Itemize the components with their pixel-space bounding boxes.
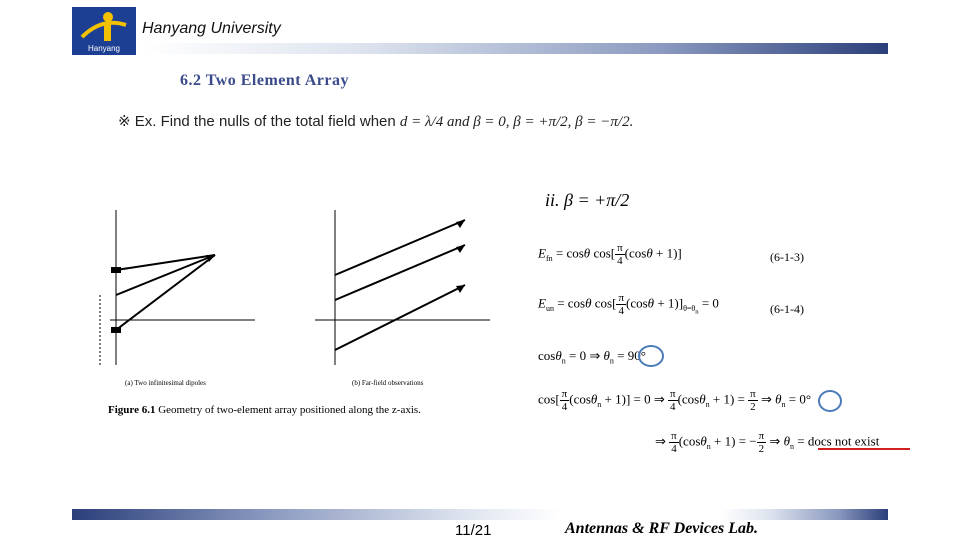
far-ray-2 [335, 245, 465, 300]
equation-alternative-branch: ⇒ $\frac{\pi}{4}$ (cosθ$_n$ + 1) = − $\frac{\pi}{2}$ ⇒ $\theta_n$ = docs not exist [655, 430, 880, 455]
ray-r2 [116, 255, 215, 330]
figure-caption-text: Geometry of two-element array positioned along the z-axis. [158, 404, 421, 416]
page-number: 11/21 [455, 522, 492, 539]
array-geometry-figure [80, 200, 500, 395]
university-logo [72, 7, 136, 55]
figure-caption [108, 404, 421, 416]
example-prefix: ※ Ex. Find the nulls of the total field when [118, 113, 396, 130]
figure-sub-a: (a) Two infinitesimal dipoles [125, 379, 206, 387]
case-heading: ii. β = +π/2 [545, 190, 630, 210]
university-name: Hanyang University [142, 20, 281, 37]
equation-field-total: $E_{fn} = \cos\theta$ cos[ $\frac{\pi}{4}$ (cosθ + 1)] [538, 242, 682, 267]
equation-number-2: (6-1-4) [770, 302, 804, 316]
footer-bar-left [72, 509, 560, 520]
lab-name: Antennas & RF Devices Lab. [565, 520, 759, 537]
figure-sub-b: (b) Far-field observations [352, 379, 424, 387]
result-theta-0: 0° [799, 391, 812, 407]
equation-null-condition: $E_{un} = \cos\theta$ cos[ $\frac{\pi}{4}$ $(\cos\theta + 1)]_{\theta=\theta_n} = 0$ [538, 292, 719, 317]
far-ray-1 [335, 220, 465, 275]
figure-caption-label: Figure 6.1 [108, 404, 156, 416]
equation-cos-bracket-null: cos[ $\frac{\pi}{4}$ (cosθ$_n$ + 1)] = 0 ⇒ $\frac{\pi}{4}$ (cosθ$_n$ + 1) = $\frac{\pi}{2}$ ⇒ $\theta_n = 0^\circ$ [538, 388, 812, 413]
equation-number-1: (6-1-3) [770, 250, 804, 264]
highlight-circle-0 [818, 390, 842, 412]
logo-text: Hanyang [87, 44, 121, 53]
red-underline [818, 448, 910, 450]
logo-graphic [72, 7, 136, 55]
header-divider-bar [140, 43, 888, 54]
result-no-solution: docs not exist [807, 433, 880, 449]
result-theta-90: 90° [627, 348, 646, 363]
footer-bar-right [720, 509, 888, 520]
equation-cos-null: cosθ$_n$ = 0 ⇒ $\theta_n = 90^\circ$ [538, 348, 646, 366]
far-ray-3 [335, 285, 465, 350]
ray-r1 [116, 255, 215, 270]
example-statement [118, 112, 633, 131]
highlight-circle-90 [638, 345, 664, 367]
example-conditions: d = λ/4 and β = 0, β = +π/2, β = −π/2. [399, 114, 634, 130]
ray-r [116, 255, 215, 295]
section-title: 6.2 Two Element Array [180, 72, 349, 89]
